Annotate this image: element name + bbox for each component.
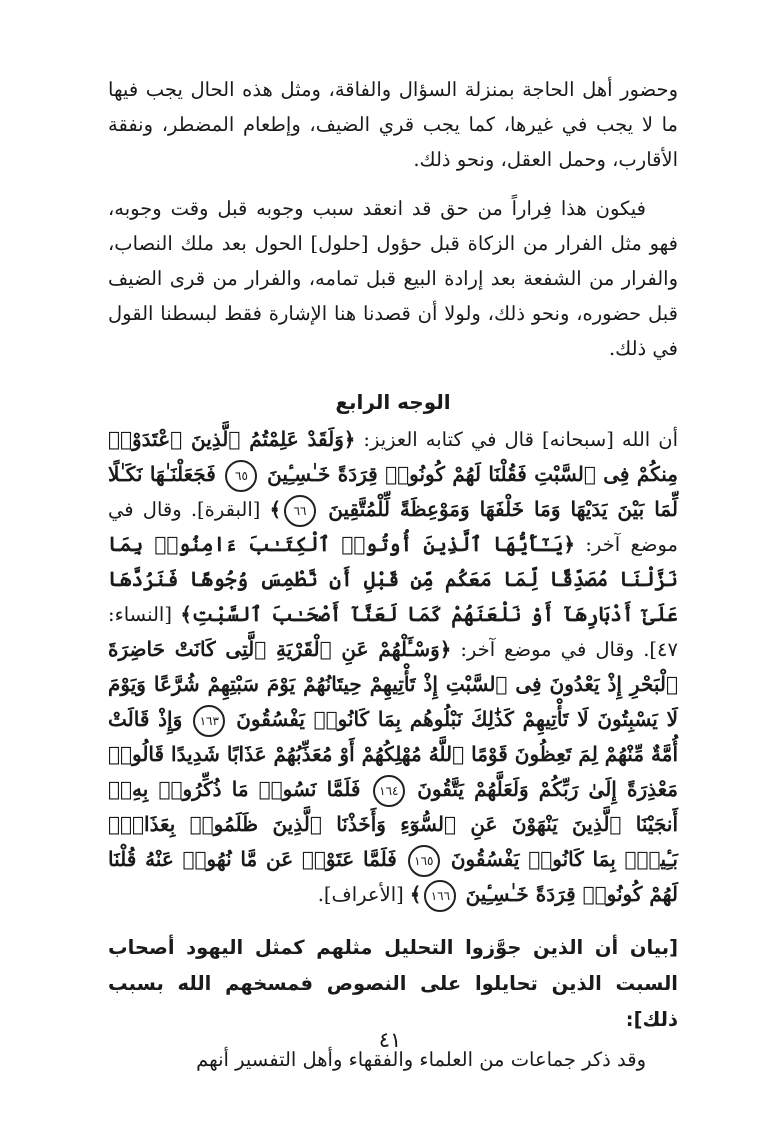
- surah-reference-nisa: [النساء: ٤٧].: [108, 603, 678, 661]
- quran-open-bracket: ﴿: [343, 428, 356, 451]
- verses-block: [108, 422, 678, 912]
- verses-connector-1: وقال في موضع آخر:: [108, 498, 678, 556]
- ayah-number-164: ١٦٤: [373, 775, 405, 807]
- quran-open-bracket: ﴿: [563, 533, 575, 556]
- verses-intro: أن الله [سبحانه] قال في كتابه العزيز:: [363, 428, 679, 451]
- ayah-number-165: ١٦٥: [408, 845, 440, 877]
- quran-verse-araf-164: وَإِذْ قَالَتْ أُمَّةٌ مِّنْهُمْ لِمَ تَعِظُونَ قَوْمًا ٱللَّهُ مُهْلِكُهُمْ أَوْ مُعَذِّبُهُمْ عَذَابًا شَدِيدًا قَالُوا۟ مَعْذِرَةً إِلَىٰ رَبِّكُمْ وَلَعَلَّهُمْ يَتَّقُونَ: [108, 707, 678, 801]
- surah-reference-araf: [الأعراف].: [317, 883, 404, 906]
- verses-connector-2: وقال في موضع آخر:: [460, 638, 635, 661]
- quran-verse-nisa-47: يَـٰٓأَيُّهَا ٱلَّذِينَ أُوتُوا۟ ٱلْكِتَـٰبَ ءَامِنُوا۟ بِمَا نَزَّلْنَا مُصَدِّقًا لِّمَا مَعَكُم مِّن قَبْلِ أَن نَّطْمِسَ وُجُوهًا فَنَرُدَّهَا عَلَىٰٓ أَدْبَارِهَآ أَوْ نَلْعَنَهُمْ كَمَا لَعَنَّآ أَصْحَـٰبَ ٱلسَّبْتِ: [108, 532, 678, 626]
- paragraph-2: فيكون هذا فِراراً من حق قد انعقد سبب وجوبه قبل وقت وجوبه، فهو مثل الفرار من الزكاة قبل حؤول [حلول] الحول بعد ملك النصاب، والفرار من الشفعة بعد إرادة البيع قبل تمامه، والفرار من قرى الضيف قبل حضوره، ونحو ذلك، ولولا أن قصدنا هنا الإشارة فقط لبسطنا القول في ذلك.: [108, 197, 678, 360]
- ayah-number-166: ١٦٦: [424, 880, 456, 912]
- paragraph-3: وقد ذكر جماعات من العلماء والفقهاء وأهل التفسير أنهم: [196, 1048, 646, 1071]
- quran-verse-baqarah-66: فَجَعَلْنَـٰهَا نَكَـٰلًا لِّمَا بَيْنَ يَدَيْهَا وَمَا خَلْفَهَا وَمَوْعِظَةً لِّلْمُتَّقِينَ: [108, 462, 678, 521]
- quran-close-bracket: ﴾: [180, 603, 192, 626]
- quran-close-bracket: ﴾: [269, 498, 282, 521]
- bracketed-subheading: [بيان أن الذين جوَّزوا التحليل مثلهم كمثل اليهود أصحاب السبت الذين تحايلوا على النصوص فمسخهم الله بسبب ذلك]:: [108, 936, 678, 1031]
- quran-verse-araf-166: فَلَمَّا عَتَوْا۟ عَن مَّا نُهُوا۟ عَنْهُ قُلْنَا لَهُمْ كُونُوا۟ قِرَدَةً خَـٰسِـِٔينَ: [108, 847, 678, 906]
- page-content: [108, 72, 678, 1077]
- surah-reference-baqarah: [البقرة].: [190, 498, 261, 521]
- paragraph-1: وحضور أهل الحاجة بمنزلة السؤال والفاقة، ومثل هذه الحال يجب فيها ما لا يجب في غيرها، كما يجب قري الضيف، وإطعام المضطر، ونفقة الأقارب، وحمل العقل، ونحو ذلك.: [108, 78, 678, 171]
- ayah-number-65: ٦٥: [225, 460, 257, 492]
- ayah-number-163: ١٦٣: [193, 705, 225, 737]
- page-number: ٤١: [378, 1028, 402, 1052]
- quran-open-bracket: ﴿: [439, 638, 452, 661]
- quran-verse-araf-165: فَلَمَّا نَسُوا۟ مَا ذُكِّرُوا۟ بِهِۦٓ أَنجَيْنَا ٱلَّذِينَ يَنْهَوْنَ عَنِ ٱلسُّوٓءِ وَأَخَذْنَا ٱلَّذِينَ ظَلَمُوا۟ بِعَذَابٍۭ بَـِٔيسٍۭ بِمَا كَانُوا۟ يَفْسُقُونَ: [108, 777, 678, 871]
- quran-verse-baqarah-65: وَلَقَدْ عَلِمْتُمُ ٱلَّذِينَ ٱعْتَدَوْا۟ مِنكُمْ فِى ٱلسَّبْتِ فَقُلْنَا لَهُمْ كُونُوا۟ قِرَدَةً خَـٰسِـِٔينَ: [108, 427, 679, 486]
- quran-verse-araf-163: وَسْـَٔلْهُمْ عَنِ ٱلْقَرْيَةِ ٱلَّتِى كَانَتْ حَاضِرَةَ ٱلْبَحْرِ إِذْ يَعْدُونَ فِى ٱلسَّبْتِ إِذْ تَأْتِيهِمْ حِيتَانُهُمْ يَوْمَ سَبْتِهِمْ شُرَّعًا وَيَوْمَ لَا يَسْبِتُونَ لَا تَأْتِيهِمْ كَذَٰلِكَ نَبْلُوهُم بِمَا كَانُوا۟ يَفْسُقُونَ: [108, 637, 678, 731]
- section-heading: الوجه الرابع: [335, 390, 451, 414]
- ayah-number-66: ٦٦: [284, 495, 316, 527]
- quran-close-bracket: ﴾: [409, 883, 422, 906]
